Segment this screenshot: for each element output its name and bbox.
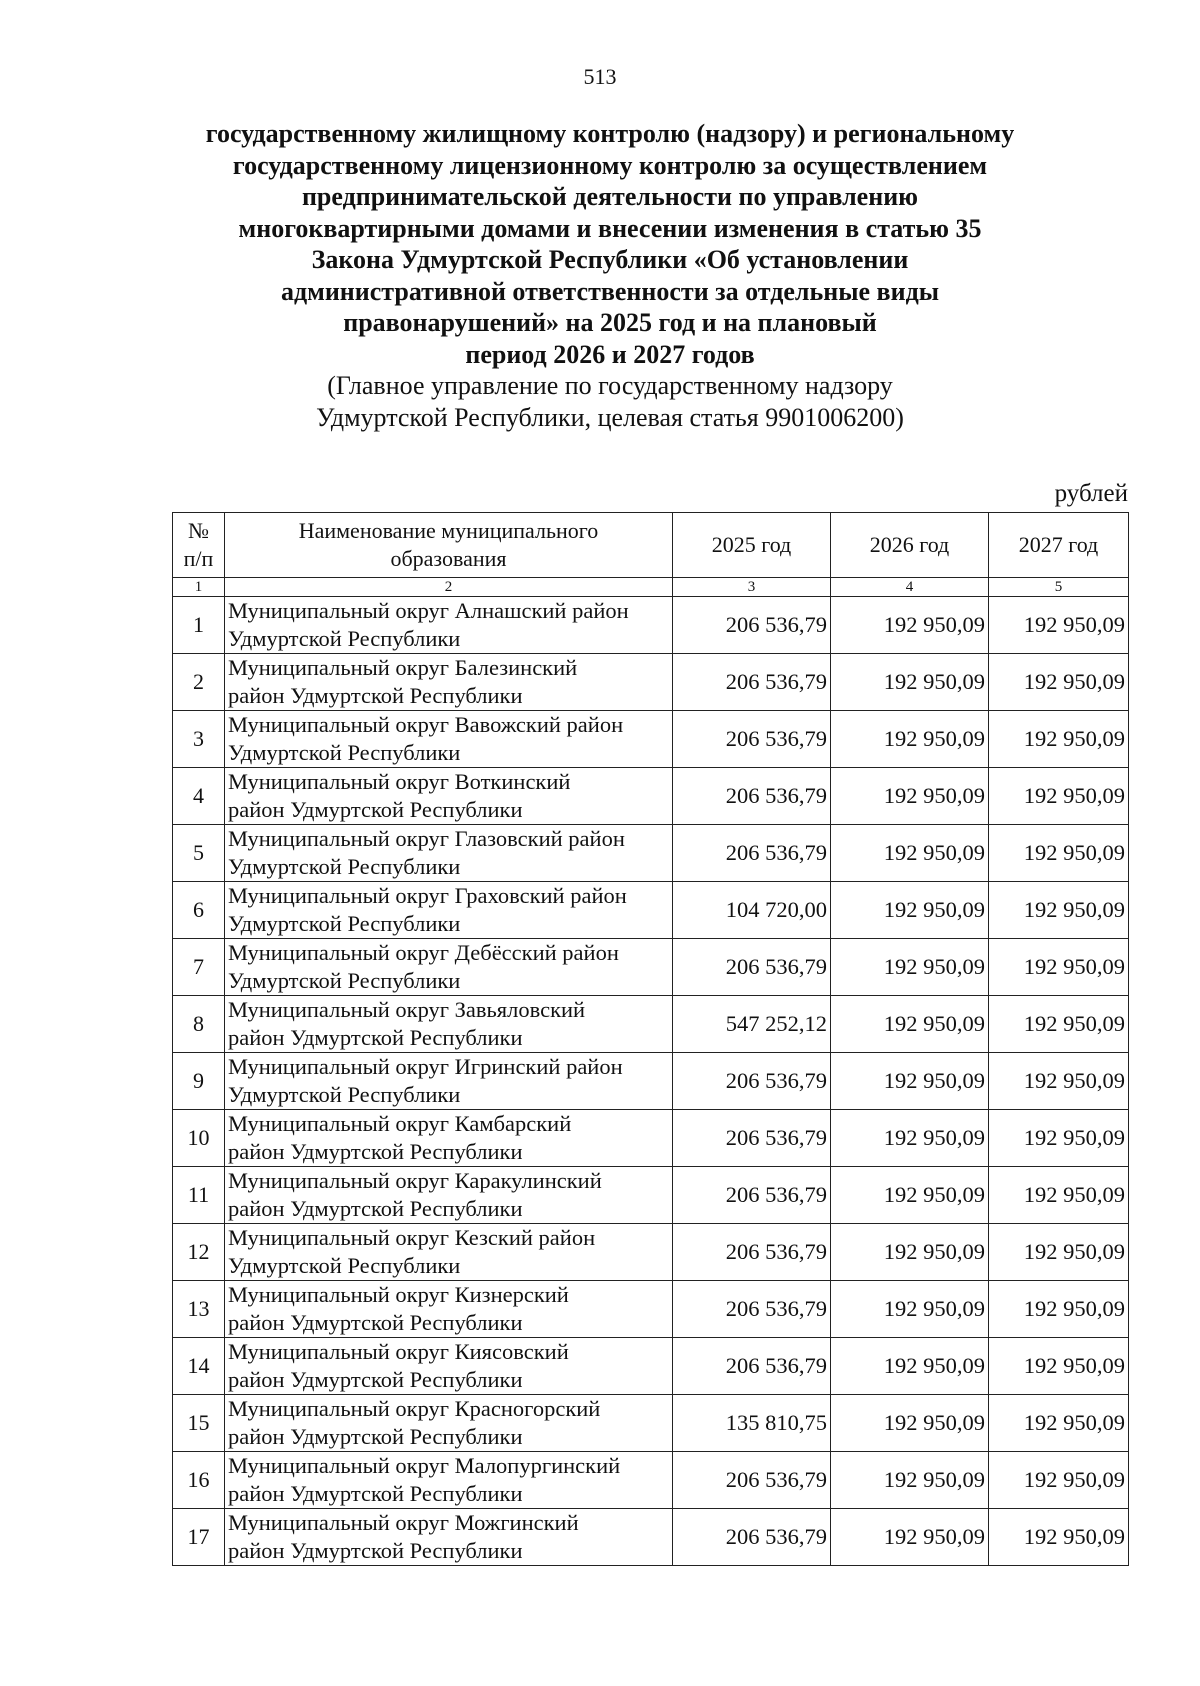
header-2027: 2027 год [989,513,1129,578]
row-number: 1 [173,597,225,654]
title-line: предпринимательской деятельности по управлению [301,182,919,211]
municipality-name-line: Муниципальный округ Граховский район [228,883,627,908]
amount-2027: 192 950,09 [989,996,1129,1053]
amount-2026: 192 950,09 [831,1509,989,1566]
municipality-name [225,1224,673,1281]
title-line: период 2026 и 2027 годов [465,339,755,369]
row-number: 8 [173,996,225,1053]
municipality-name-line: Удмуртской Республики [228,854,461,879]
municipality-name [225,1281,673,1338]
row-number: 12 [173,1224,225,1281]
municipality-name-line: Муниципальный округ Малопургинский [228,1453,621,1478]
amount-2025: 104 720,00 [673,882,831,939]
municipality-name-line: Муниципальный округ Каракулинский [228,1168,602,1193]
municipality-name-line: Муниципальный округ Можгинский [228,1510,579,1535]
municipality-name [225,768,673,825]
table-row [173,1452,1129,1509]
amount-2025: 206 536,79 [673,1338,831,1395]
table-header-row [173,513,1129,578]
amount-2025: 206 536,79 [673,1509,831,1566]
amount-2027: 192 950,09 [989,1395,1129,1452]
amount-2025: 206 536,79 [673,1452,831,1509]
amount-2027: 192 950,09 [989,1281,1129,1338]
table-row [173,1281,1129,1338]
table-row [173,882,1129,939]
row-number: 14 [173,1338,225,1395]
municipality-name [225,939,673,996]
row-number: 9 [173,1053,225,1110]
amount-2026: 192 950,09 [831,996,989,1053]
amount-2025: 206 536,79 [673,1053,831,1110]
municipality-name-line: Муниципальный округ Киясовский [228,1339,569,1364]
header-2025: 2025 год [673,513,831,578]
title-line: административной ответственности за отдельные виды [280,276,940,306]
title-line: государственному лицензионному контролю за осуществлением [232,150,988,180]
amount-2027: 192 950,09 [989,1224,1129,1281]
amount-2027: 192 950,09 [989,654,1129,711]
municipality-name-line: Удмуртской Республики [228,740,461,765]
table-row [173,1338,1129,1395]
amount-2026: 192 950,09 [831,711,989,768]
row-number: 13 [173,1281,225,1338]
municipality-name-line: Удмуртской Республики [228,911,461,936]
row-number: 7 [173,939,225,996]
amount-2027: 192 950,09 [989,939,1129,996]
table-row [173,1509,1129,1566]
table-row [173,939,1129,996]
municipality-name-line: район Удмуртской Республики [228,1025,523,1050]
municipality-name [225,882,673,939]
municipality-name-line: район Удмуртской Республики [228,1481,523,1506]
table-row [173,1053,1129,1110]
amount-2026: 192 950,09 [831,939,989,996]
amount-2027: 192 950,09 [989,1338,1129,1395]
units-label: рублей [1054,480,1128,507]
amount-2026: 192 950,09 [831,1395,989,1452]
municipality-name-line: район Удмуртской Республики [228,797,523,822]
municipality-name-line: Муниципальный округ Вавожский район [228,712,624,737]
municipality-name [225,1053,673,1110]
row-number: 15 [173,1395,225,1452]
row-number: 11 [173,1167,225,1224]
municipality-name-line: район Удмуртской Республики [228,1367,523,1392]
row-number: 5 [173,825,225,882]
title-line: Закона Удмуртской Республики «Об установлении [311,245,909,274]
amount-2025: 206 536,79 [673,939,831,996]
amount-2026: 192 950,09 [831,1053,989,1110]
table-row [173,654,1129,711]
row-number: 6 [173,882,225,939]
amount-2025: 547 252,12 [673,996,831,1053]
table-row [173,996,1129,1053]
header-number: № п/п [173,513,225,578]
municipality-name-line: Муниципальный округ Завьяловский [228,997,586,1022]
municipality-name-line: район Удмуртской Республики [228,1196,523,1221]
municipality-name-line: район Удмуртской Республики [228,683,523,708]
table-row [173,1224,1129,1281]
header-name: Наименование муниципального образования [225,513,673,578]
amount-2025: 206 536,79 [673,1281,831,1338]
municipality-name-line: Удмуртской Республики [228,626,461,651]
title-line: государственному жилищному контролю (надзору) и региональному [205,119,1015,148]
column-number: 1 [173,578,225,597]
municipality-name [225,1509,673,1566]
municipality-name-line: Муниципальный округ Алнашский район [228,598,629,623]
municipality-name [225,1110,673,1167]
table-row [173,597,1129,654]
amount-2026: 192 950,09 [831,654,989,711]
amount-2027: 192 950,09 [989,882,1129,939]
municipality-name-line: Муниципальный округ Воткинский [228,769,571,794]
title-line: многоквартирными домами и внесении изменения в статью 35 [238,213,982,243]
column-number: 4 [831,578,989,597]
municipality-name [225,597,673,654]
column-number: 3 [673,578,831,597]
municipality-name [225,825,673,882]
municipality-name-line: Муниципальный округ Красногорский [228,1396,601,1421]
title-line: правонарушений» на 2025 год и на плановый [343,308,877,337]
municipality-name-line: Удмуртской Республики [228,968,461,993]
municipality-name-line: район Удмуртской Республики [228,1424,523,1449]
amount-2026: 192 950,09 [831,1110,989,1167]
amount-2025: 206 536,79 [673,1167,831,1224]
municipality-name-line: Муниципальный округ Игринский район [228,1054,623,1079]
municipality-name [225,1452,673,1509]
municipality-name-line: Муниципальный округ Глазовский район [228,826,625,851]
amount-2027: 192 950,09 [989,1509,1129,1566]
amount-2026: 192 950,09 [831,1224,989,1281]
document-title [160,118,1060,434]
subtitle-line: (Главное управление по государственному надзору [327,371,893,400]
municipality-name [225,1395,673,1452]
municipality-name-line: район Удмуртской Республики [228,1538,523,1563]
amount-2025: 206 536,79 [673,711,831,768]
amount-2027: 192 950,09 [989,825,1129,882]
amount-2025: 206 536,79 [673,597,831,654]
row-number: 3 [173,711,225,768]
table-row [173,711,1129,768]
municipality-name-line: район Удмуртской Республики [228,1310,523,1335]
allocation-table [172,512,1129,1566]
municipality-name-line: Муниципальный округ Балезинский [228,655,578,680]
page-number: 513 [583,64,617,89]
row-number: 17 [173,1509,225,1566]
municipality-name-line: Муниципальный округ Камбарский [228,1111,572,1136]
municipality-name [225,1167,673,1224]
amount-2027: 192 950,09 [989,711,1129,768]
amount-2027: 192 950,09 [989,768,1129,825]
municipality-name-line: Муниципальный округ Кизнерский [228,1282,569,1307]
column-number: 2 [225,578,673,597]
table-row [173,768,1129,825]
amount-2026: 192 950,09 [831,1167,989,1224]
amount-2025: 206 536,79 [673,1224,831,1281]
amount-2025: 135 810,75 [673,1395,831,1452]
table-row [173,1110,1129,1167]
amount-2026: 192 950,09 [831,768,989,825]
amount-2027: 192 950,09 [989,1053,1129,1110]
subtitle-line: Удмуртской Республики, целевая статья 9901006200) [316,403,904,432]
amount-2026: 192 950,09 [831,825,989,882]
amount-2025: 206 536,79 [673,654,831,711]
row-number: 4 [173,768,225,825]
amount-2025: 206 536,79 [673,768,831,825]
amount-2025: 206 536,79 [673,825,831,882]
row-number: 2 [173,654,225,711]
amount-2026: 192 950,09 [831,882,989,939]
table-row [173,1167,1129,1224]
amount-2026: 192 950,09 [831,1452,989,1509]
amount-2026: 192 950,09 [831,1338,989,1395]
amount-2027: 192 950,09 [989,597,1129,654]
row-number: 16 [173,1452,225,1509]
header-2026: 2026 год [831,513,989,578]
municipality-name-line: Муниципальный округ Кезский район [228,1225,596,1250]
amount-2026: 192 950,09 [831,1281,989,1338]
municipality-name [225,711,673,768]
amount-2026: 192 950,09 [831,597,989,654]
municipality-name-line: Удмуртской Республики [228,1082,461,1107]
municipality-name-line: Муниципальный округ Дебёсский район [228,940,619,965]
column-number-row [173,578,1129,597]
row-number: 10 [173,1110,225,1167]
amount-2025: 206 536,79 [673,1110,831,1167]
municipality-name [225,996,673,1053]
municipality-name [225,1338,673,1395]
municipality-name [225,654,673,711]
amount-2027: 192 950,09 [989,1167,1129,1224]
table-row [173,1395,1129,1452]
amount-2027: 192 950,09 [989,1452,1129,1509]
municipality-name-line: Удмуртской Республики [228,1253,461,1278]
municipality-name-line: район Удмуртской Республики [228,1139,523,1164]
column-number: 5 [989,578,1129,597]
amount-2027: 192 950,09 [989,1110,1129,1167]
table-row [173,825,1129,882]
